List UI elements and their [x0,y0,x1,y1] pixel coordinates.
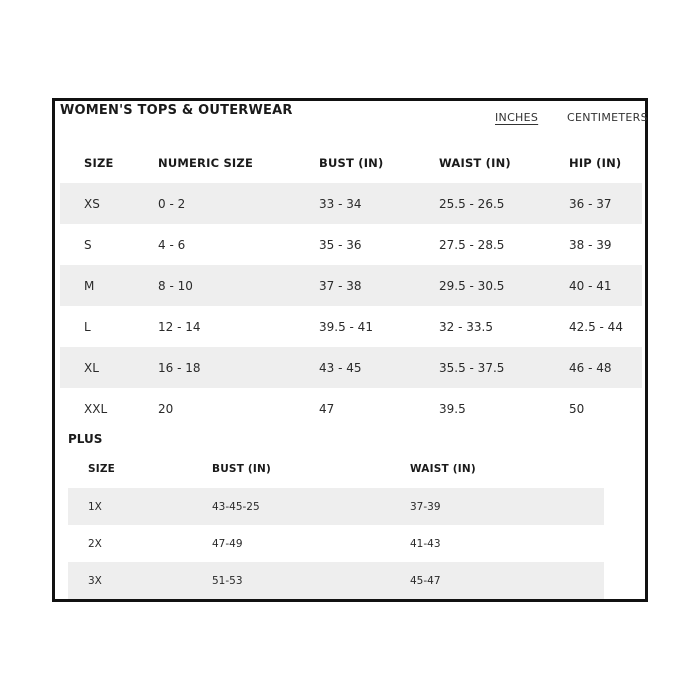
plus-table-row [68,525,604,562]
cell-size: XL [84,360,99,375]
table-row [60,265,642,306]
header-bust: BUST (IN) [319,156,384,170]
cell-size: XXL [84,401,108,416]
plus-header-row [68,450,604,488]
cell-hip: 40 - 41 [569,278,612,293]
cell-waist: 27.5 - 28.5 [439,237,505,252]
plus-section-title: PLUS [68,432,103,446]
cell-hip: 38 - 39 [569,237,612,252]
chart-title: WOMEN'S TOPS & OUTERWEAR [60,103,293,118]
header-numeric-size: NUMERIC SIZE [158,156,253,170]
cell-hip: 46 - 48 [569,360,612,375]
cell-bust: 47-49 [212,537,243,550]
cell-size: L [84,319,91,334]
unit-toggle-centimeters[interactable]: CENTIMETERS [567,111,648,124]
cell-numeric-size: 0 - 2 [158,196,186,211]
cell-bust: 43-45-25 [212,500,260,513]
table-row [60,306,642,347]
table-row [60,183,642,224]
cell-size: XS [84,196,100,211]
table-header-row [60,143,642,183]
cell-waist: 35.5 - 37.5 [439,360,505,375]
plus-size-table [68,450,604,599]
header-hip: HIP (IN) [569,156,622,170]
main-size-table [60,143,642,429]
unit-toggle-inches[interactable]: INCHES [495,111,539,124]
cell-bust: 47 [319,401,335,416]
cell-numeric-size: 4 - 6 [158,237,186,252]
plus-table-row [68,488,604,525]
plus-header-waist: WAIST (IN) [410,463,476,475]
cell-bust: 35 - 36 [319,237,362,252]
cell-waist: 41-43 [410,537,441,550]
cell-size: 1X [88,500,102,513]
cell-size: 3X [88,574,102,587]
header-waist: WAIST (IN) [439,156,511,170]
cell-numeric-size: 20 [158,401,174,416]
cell-bust: 39.5 - 41 [319,319,373,334]
cell-size: M [84,278,95,293]
cell-hip: 50 [569,401,585,416]
cell-numeric-size: 16 - 18 [158,360,201,375]
cell-hip: 36 - 37 [569,196,612,211]
cell-waist: 37-39 [410,500,441,513]
cell-numeric-size: 12 - 14 [158,319,201,334]
table-row [60,224,642,265]
plus-table-row [68,562,604,599]
cell-bust: 37 - 38 [319,278,362,293]
cell-bust: 43 - 45 [319,360,362,375]
table-row [60,388,642,429]
plus-header-bust: BUST (IN) [212,463,272,475]
cell-bust: 51-53 [212,574,243,587]
cell-waist: 29.5 - 30.5 [439,278,505,293]
table-row [60,347,642,388]
cell-waist: 25.5 - 26.5 [439,196,505,211]
cell-hip: 42.5 - 44 [569,319,623,334]
header-size: SIZE [84,156,114,170]
cell-waist: 32 - 33.5 [439,319,493,334]
cell-waist: 39.5 [439,401,466,416]
size-chart [52,98,648,602]
cell-size: 2X [88,537,102,550]
cell-size: S [84,237,92,252]
cell-numeric-size: 8 - 10 [158,278,193,293]
cell-bust: 33 - 34 [319,196,362,211]
cell-waist: 45-47 [410,574,441,587]
plus-header-size: SIZE [88,463,116,475]
